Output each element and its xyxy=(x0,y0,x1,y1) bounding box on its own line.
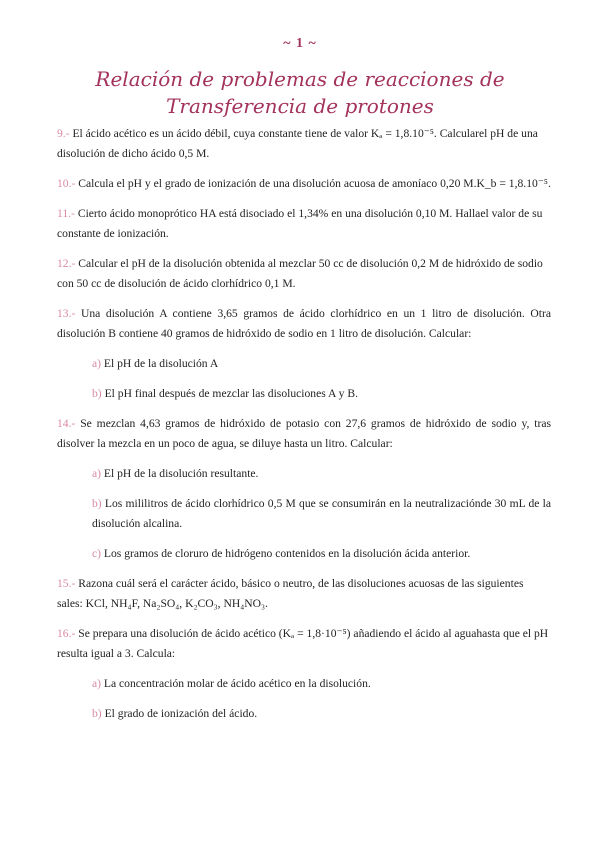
part-text: El grado de ionización del ácido. xyxy=(101,707,258,720)
part-text: El pH final después de mezclar las disoluciones A y B. xyxy=(101,387,358,400)
problem-text: Calcula el pH y el grado de ionización de una disolución acuosa de amoníaco 0,20 M.K_b = 1,8.10⁻⁵. xyxy=(75,177,551,190)
problem-13-part-a xyxy=(92,354,551,374)
problem-9 xyxy=(57,124,551,164)
part-letter: b) xyxy=(92,387,102,400)
part-text: La concentración molar de ácido acético en la disolución. xyxy=(101,677,371,690)
problem-list xyxy=(57,124,551,734)
problem-number: 16.- xyxy=(57,627,76,640)
problem-text: Una disolución A contiene 3,65 gramos de ácido clorhídrico en un 1 litro de disolución. Otra disolución B contiene 40 gramos de hidróxido de sodio en 1 litro de disolución. Calcular: xyxy=(57,307,551,340)
problem-number: 11.- xyxy=(57,207,75,220)
problem-number: 13.- xyxy=(57,307,76,320)
part-letter: a) xyxy=(92,467,102,480)
problem-14-part-a xyxy=(92,464,551,484)
problem-10 xyxy=(57,174,551,194)
part-text: El pH de la disolución resultante. xyxy=(101,467,259,480)
problem-text: Se mezclan 4,63 gramos de hidróxido de potasio con 27,6 gramos de hidróxido de sodio y, tras disolver la mezcla en un poco de agua, se diluye hasta un litro. Calcular: xyxy=(57,417,551,450)
problem-16 xyxy=(57,624,551,664)
problem-11 xyxy=(57,204,551,244)
part-letter: c) xyxy=(92,547,102,560)
problem-number: 10.- xyxy=(57,177,76,190)
part-text: Los mililitros de ácido clorhídrico 0,5 M que se consumirán en la neutralizaciónde 30 mL de la disolución alcalina. xyxy=(92,497,551,530)
title-line-1: Relación de problemas de reacciones de xyxy=(95,67,505,91)
part-text: El pH de la disolución A xyxy=(101,357,219,370)
part-letter: a) xyxy=(92,357,102,370)
title-line-2: Transferencia de protones xyxy=(166,94,434,118)
problem-13 xyxy=(57,304,551,344)
part-text: Los gramos de cloruro de hidrógeno contenidos en la disolución ácida anterior. xyxy=(101,547,471,560)
page-number: ~ 1 ~ xyxy=(283,36,317,51)
problem-text: El ácido acético es un ácido débil, cuya constante tiene de valor Kₐ = 1,8.10⁻⁵. Calcularel pH de una disolución de dicho ácido 0,5 M. xyxy=(57,127,538,160)
problem-14-part-c xyxy=(92,544,551,564)
page-title xyxy=(0,66,600,120)
problem-13-part-b xyxy=(92,384,551,404)
problem-number: 12.- xyxy=(57,257,76,270)
problem-number: 9.- xyxy=(57,127,70,140)
problem-14-part-b xyxy=(92,494,551,534)
problem-16-part-b xyxy=(92,704,551,724)
problem-text: Calcular el pH de la disolución obtenida al mezclar 50 cc de disolución 0,2 M de hidróxido de sodio con 50 cc de disolución de ácido clorhídrico 0,1 M. xyxy=(57,257,543,290)
problem-text: Se prepara una disolución de ácido acético (Kₐ = 1,8·10⁻⁵) añadiendo el ácido al aguahasta que el pH resulta igual a 3. Calcula: xyxy=(57,627,549,660)
part-letter: b) xyxy=(92,497,102,510)
problem-12 xyxy=(57,254,551,294)
problem-15 xyxy=(57,574,551,614)
problem-14 xyxy=(57,414,551,454)
problem-text: Razona cuál será el carácter ácido, básico o neutro, de las disoluciones acuosas de las siguientes sales: KCl, NH₄F, Na₂SO₄, K₂CO₃, NH₄NO₃. xyxy=(57,577,524,610)
problem-text: Cierto ácido monoprótico HA está disociado el 1,34% en una disolución 0,10 M. Hallael valor de su constante de ionización. xyxy=(57,207,543,240)
problem-number: 14.- xyxy=(57,417,76,430)
part-letter: b) xyxy=(92,707,102,720)
problem-16-part-a xyxy=(92,674,551,694)
part-letter: a) xyxy=(92,677,102,690)
problem-number: 15.- xyxy=(57,577,76,590)
